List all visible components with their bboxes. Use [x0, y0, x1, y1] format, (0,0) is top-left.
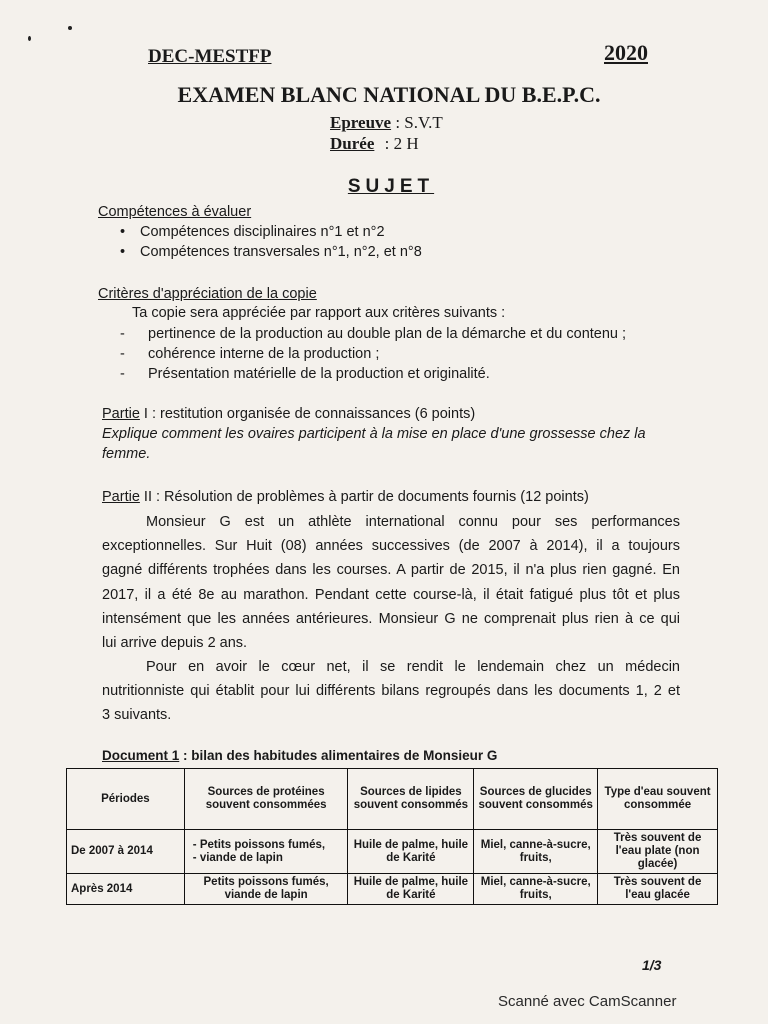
table-cell — [184, 830, 348, 874]
partie2-label: Partie — [102, 489, 140, 505]
criteres-list — [120, 324, 626, 384]
criteres-intro: Ta copie sera appréciée par rapport aux critères suivants : — [132, 305, 506, 321]
list-item: - pertinence de la production au double plan de la démarche et du contenu ; — [120, 324, 626, 344]
list-item: - Petits poissons fumés, — [193, 839, 344, 852]
paragraph-line: intensément que les années antérieures. Monsieur G ne comprenait plus rien à ce qui — [102, 610, 680, 627]
competences-heading: Compétences à évaluer — [98, 204, 252, 220]
table-cell: Après 2014 — [67, 874, 185, 905]
table-cell: Très souvent de l'eau plate (non glacée) — [598, 830, 718, 874]
table-cell: Huile de palme, huile de Karité — [348, 830, 474, 874]
list-item: • Compétences disciplinaires n°1 et n°2 — [116, 222, 422, 242]
list-item: • Compétences transversales n°1, n°2, et n°8 — [116, 242, 422, 262]
column-header: Sources de lipides souvent consommés — [348, 769, 474, 830]
partie1-label: Partie — [102, 406, 140, 422]
criteres-heading: Critères d'appréciation de la copie — [98, 286, 317, 302]
partie2-heading — [102, 487, 589, 507]
column-header: Sources de glucides souvent consommés — [474, 769, 598, 830]
exam-title: EXAMEN BLANC NATIONAL DU B.E.P.C. — [177, 82, 601, 107]
sujet-heading: SUJET — [347, 176, 435, 197]
partie1-heading — [102, 404, 475, 424]
table-row — [67, 830, 718, 874]
table-cell: Huile de palme, huile de Karité — [348, 874, 474, 905]
paragraph-line: 2017, il a été 8e au marathon. Pendant cette course-là, il était fatigué plus tôt et plus — [102, 586, 680, 603]
epreuve-value: : S.V.T — [395, 113, 443, 132]
duree-value: : 2 H — [384, 134, 419, 153]
table-cell: Miel, canne-à-sucre, fruits, — [474, 874, 598, 905]
table-cell: Très souvent de l'eau glacée — [598, 874, 718, 905]
list-item: - Présentation matérielle de la production et originalité. — [120, 364, 626, 384]
table-row — [67, 874, 718, 905]
scan-speck — [28, 36, 31, 41]
partie1-question — [102, 424, 682, 464]
competences-list — [116, 222, 422, 262]
org-header: DEC-MESTFP — [148, 46, 272, 67]
column-header: Périodes — [67, 769, 185, 830]
list-item: - cohérence interne de la production ; — [120, 344, 626, 364]
table-header-row — [67, 769, 718, 830]
paragraph-line: nutritionniste qui établit pour lui différents bilans regroupés dans les documents 1, 2 et — [102, 683, 680, 700]
paragraph-line: 3 suivants. — [102, 707, 172, 724]
partie2-paragraph-1 — [102, 510, 680, 655]
table-cell: Miel, canne-à-sucre, fruits, — [474, 830, 598, 874]
partie2-paragraph-2 — [102, 655, 680, 728]
column-header: Type d'eau souvent consommée — [598, 769, 718, 830]
paragraph-line: Pour en avoir le cœur net, il se rendit le lendemain chez un médecin — [146, 659, 680, 675]
epreuve-row — [330, 113, 443, 133]
list-item: - viande de lapin — [193, 852, 344, 865]
paragraph-line: lui arrive depuis 2 ans. — [102, 635, 248, 652]
partie2-title: II : Résolution de problèmes à partir de documents fournis (12 points) — [139, 489, 589, 505]
duree-row — [330, 134, 419, 154]
column-header: Sources de protéines souvent consommées — [184, 769, 348, 830]
paragraph-line: exceptionnelles. Sur Huit (08) années successives (de 2007 à 2014), il a toujours — [102, 538, 680, 555]
duree-label: Durée — [330, 134, 375, 153]
page-number: 1/3 — [642, 957, 662, 973]
epreuve-label: Epreuve — [330, 113, 392, 132]
question-line: Explique comment les ovaires participent à la mise en place d'une grossesse chez la — [102, 426, 646, 442]
paragraph-line: gagné différents trophées dans les courses. A partir de 2015, il n'a plus rien gagné. En — [102, 562, 680, 579]
scan-speck — [68, 26, 72, 30]
document1-caption — [102, 746, 497, 766]
document1-table — [66, 768, 718, 905]
table-cell: De 2007 à 2014 — [67, 830, 185, 874]
question-line: femme. — [102, 446, 151, 462]
year-header: 2020 — [604, 40, 648, 65]
document1-label: Document 1 — [102, 748, 180, 763]
paragraph-line: Monsieur G est un athlète international connu pour ses performances — [146, 514, 680, 530]
scanner-watermark: Scanné avec CamScanner — [498, 993, 677, 1010]
partie1-title: I : restitution organisée de connaissances (6 points) — [139, 406, 476, 422]
document1-title: : bilan des habitudes alimentaires de Monsieur G — [179, 748, 498, 763]
protein-list — [189, 839, 344, 865]
table-cell: Petits poissons fumés, viande de lapin — [184, 874, 348, 905]
